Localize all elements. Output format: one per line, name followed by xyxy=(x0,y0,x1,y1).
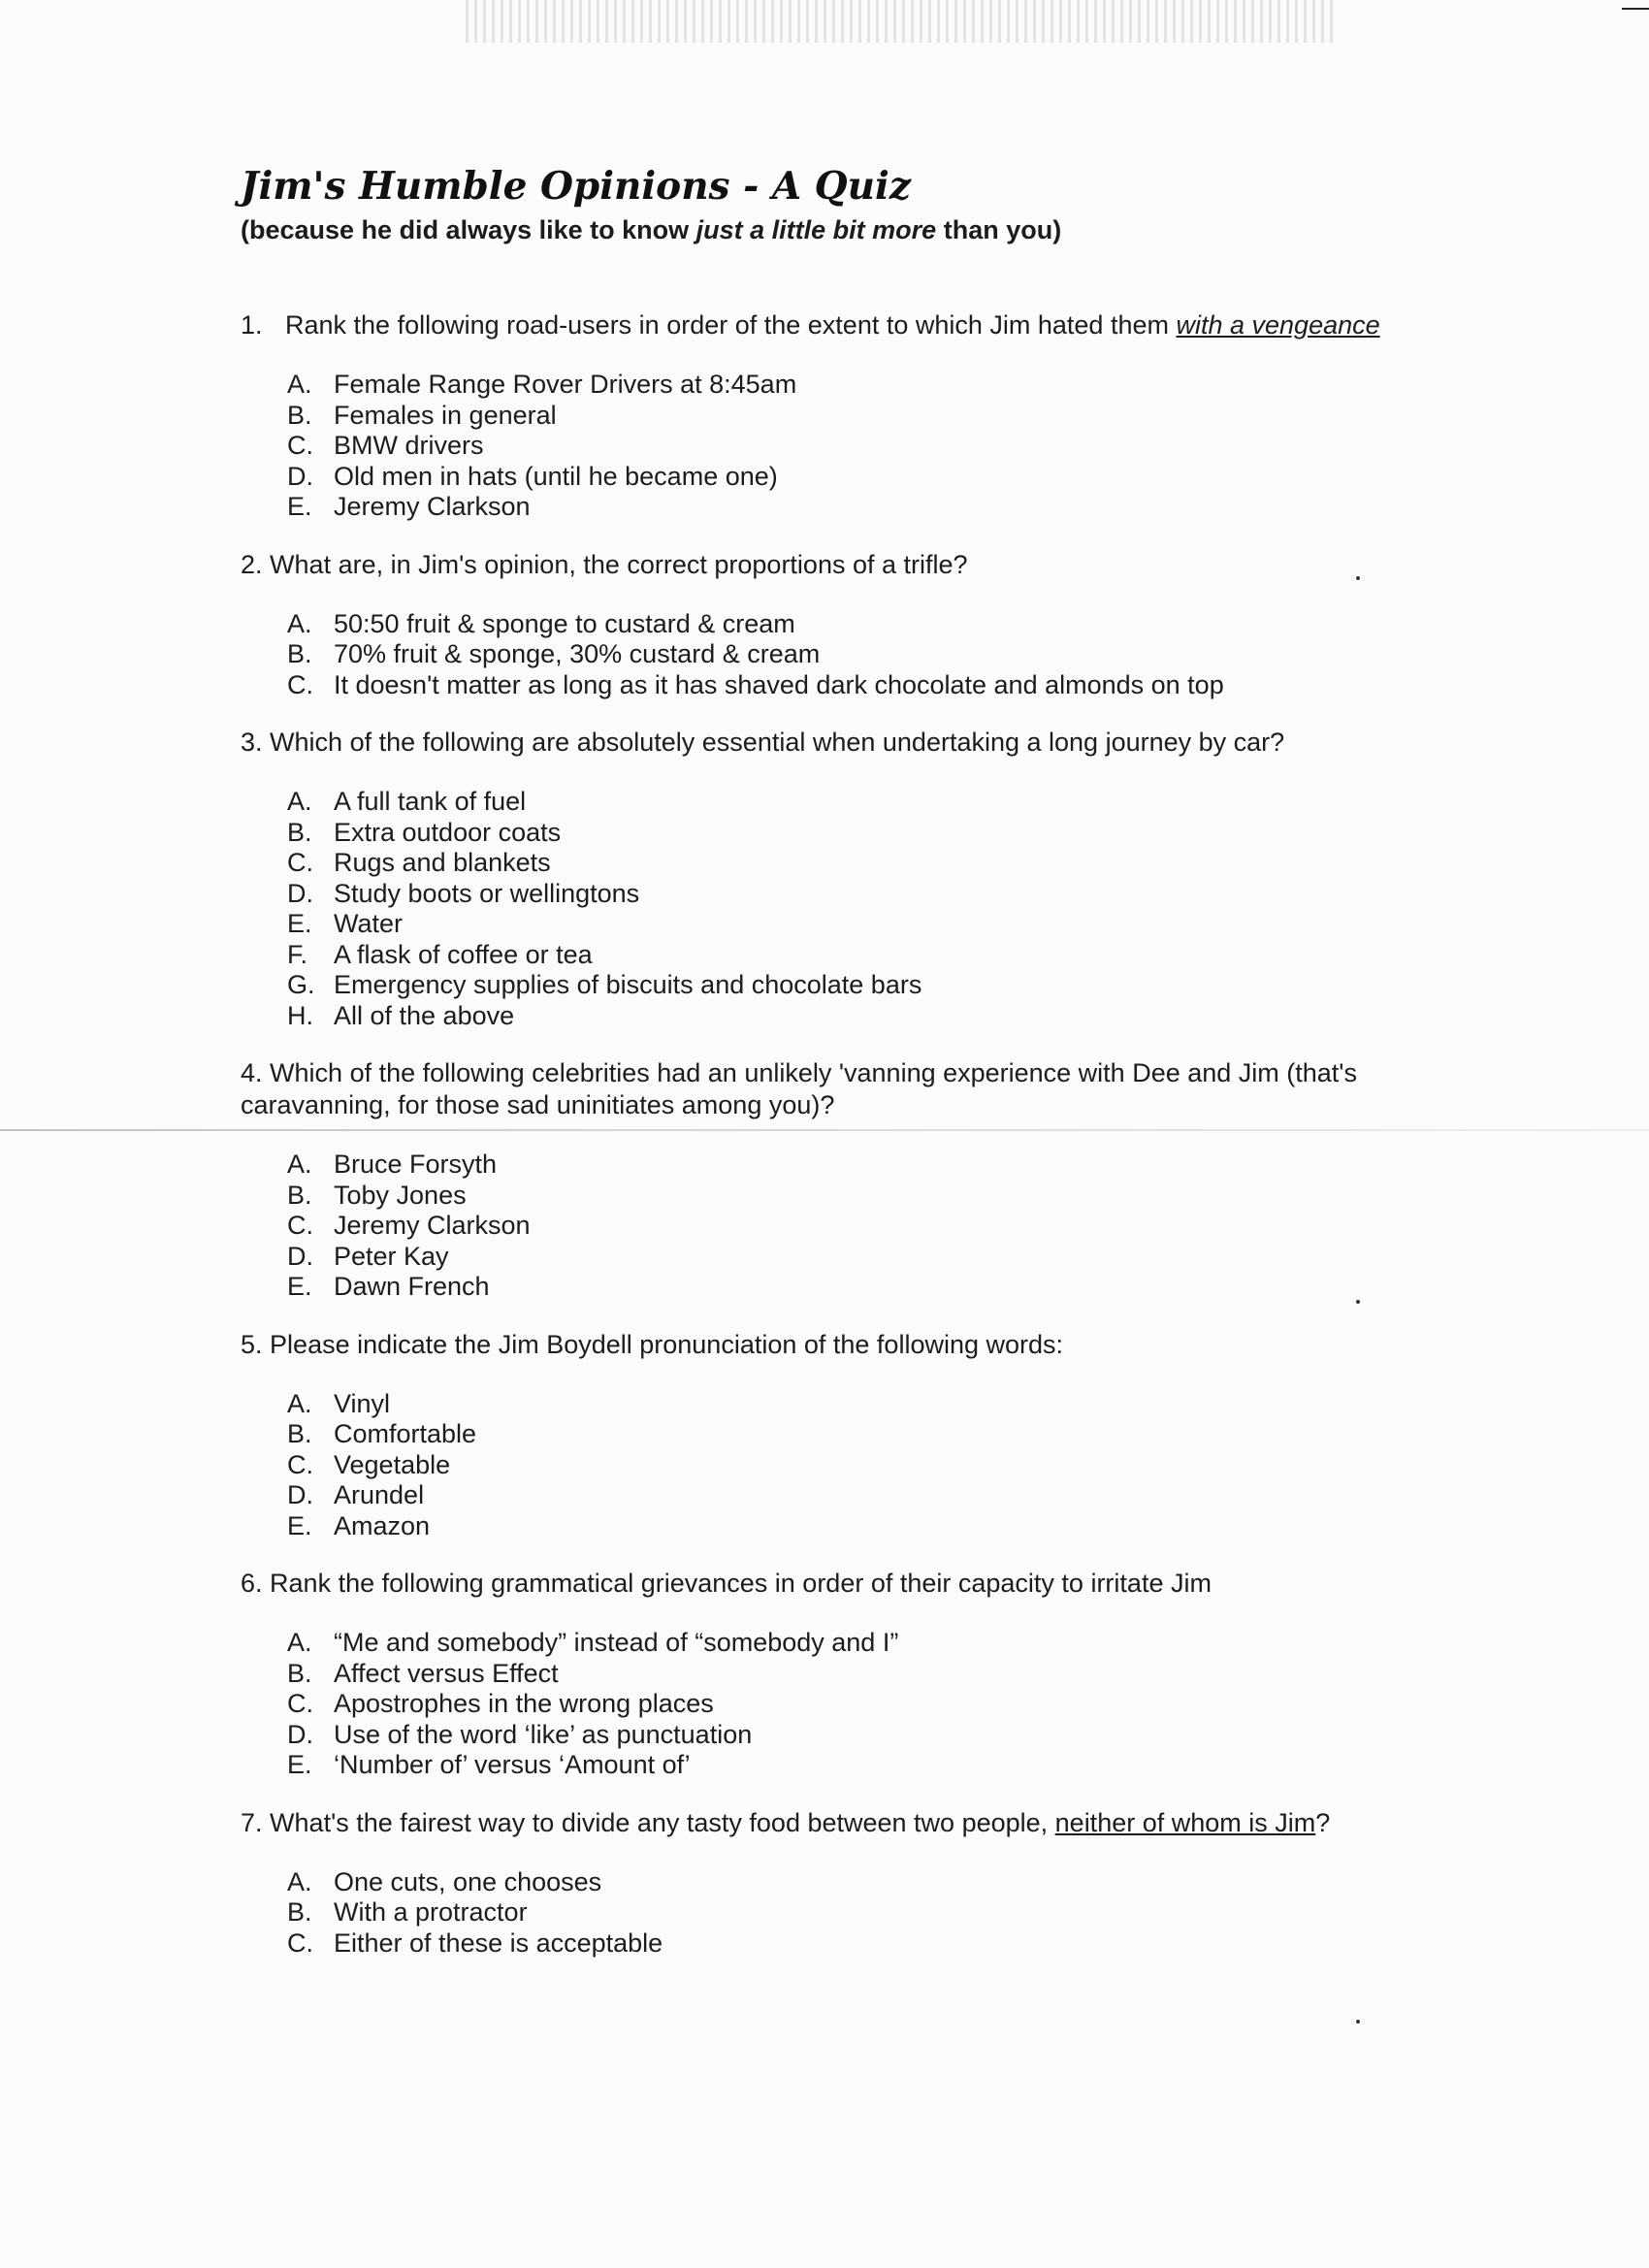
answer-option: C. Vegetable xyxy=(287,1449,451,1479)
answer-option: C. BMW drivers xyxy=(287,431,484,460)
scan-bleed-through xyxy=(466,0,1339,43)
question-text: Rank the following grammatical grievances in order of their capacity to irritate Jim xyxy=(270,1569,1212,1598)
answer-option: D. Study boots or wellingtons xyxy=(287,878,640,908)
question-number: 6. xyxy=(241,1569,263,1598)
answer-options xyxy=(241,370,1385,523)
answer-option: B. With a protractor xyxy=(287,1897,528,1927)
question-2 xyxy=(241,549,1385,581)
quiz-subtitle: (because he did always like to know just a little bit more than you) xyxy=(241,215,1062,244)
question-number: 1. xyxy=(241,310,263,340)
answer-option: A. Female Range Rover Drivers at 8:45am xyxy=(287,370,797,399)
corner-mark xyxy=(1622,8,1649,10)
question-number: 7. xyxy=(241,1807,263,1837)
answer-option: E. Amazon xyxy=(287,1510,431,1540)
question-text: Please indicate the Jim Boydell pronunciation of the following words: xyxy=(270,1329,1064,1359)
answer-option: H. All of the above xyxy=(287,1000,515,1030)
scan-speck xyxy=(1356,2020,1360,2024)
answer-option: C. Either of these is acceptable xyxy=(287,1928,663,1958)
question-text: What's the fairest way to divide any tasty food between two people, neither of whom is Jim? xyxy=(270,1807,1331,1837)
answer-option: C. Apostrophes in the wrong places xyxy=(287,1689,714,1718)
answer-option: C. It doesn't matter as long as it has shaved dark chocolate and almonds on top xyxy=(287,669,1224,699)
answer-option: A. 50:50 fruit & sponge to custard & cream xyxy=(287,608,795,638)
answer-option: E. Jeremy Clarkson xyxy=(287,492,531,521)
question-3 xyxy=(241,727,1385,759)
answer-option: B. Females in general xyxy=(287,400,557,430)
question-4 xyxy=(241,1057,1385,1121)
answer-option: B. Affect versus Effect xyxy=(287,1658,559,1688)
answer-option: D. Use of the word ‘like’ as punctuation xyxy=(287,1719,753,1749)
question-7 xyxy=(241,1807,1385,1839)
question-5 xyxy=(241,1329,1385,1361)
question-text: What are, in Jim's opinion, the correct proportions of a trifle? xyxy=(270,549,968,579)
answer-option: G. Emergency supplies of biscuits and chocolate bars xyxy=(287,970,922,999)
answer-options xyxy=(241,1389,1385,1542)
answer-option: D. Peter Kay xyxy=(287,1241,449,1271)
question-number: 4. xyxy=(241,1058,263,1087)
answer-option: A. A full tank of fuel xyxy=(287,787,527,816)
answer-option: C. Jeremy Clarkson xyxy=(287,1211,531,1240)
question-6 xyxy=(241,1568,1385,1600)
answer-options xyxy=(241,609,1385,701)
answer-option: B. Toby Jones xyxy=(287,1180,467,1210)
question-number: 5. xyxy=(241,1329,263,1359)
question-text: Rank the following road-users in order of the extent to which Jim hated them with a vengeance xyxy=(285,310,1380,340)
answer-option: A. Bruce Forsyth xyxy=(287,1150,498,1179)
question-1 xyxy=(241,309,1385,341)
answer-option: A. One cuts, one chooses xyxy=(287,1866,602,1896)
answer-options xyxy=(241,1867,1385,1960)
answer-option: A. Vinyl xyxy=(287,1388,391,1418)
question-number: 2. xyxy=(241,549,263,579)
answer-option: B. Extra outdoor coats xyxy=(287,817,562,847)
answer-option: D. Old men in hats (until he became one) xyxy=(287,461,778,491)
answer-option: F. A flask of coffee or tea xyxy=(287,939,593,969)
question-text: Which of the following celebrities had an unlikely 'vanning experience with Dee and Jim (that's caravanning, for those sad uninitiates among you)? xyxy=(241,1058,1357,1119)
answer-option: B. Comfortable xyxy=(287,1419,477,1448)
question-text: Which of the following are absolutely essential when undertaking a long journey by car? xyxy=(270,728,1285,757)
answer-option: E. Dawn French xyxy=(287,1272,490,1301)
question-number: 3. xyxy=(241,728,263,757)
quiz-title: Jim's Humble Opinions - A Quiz xyxy=(241,164,911,209)
answer-option: B. 70% fruit & sponge, 30% custard & cream xyxy=(287,639,821,668)
answer-option: C. Rugs and blankets xyxy=(287,848,551,877)
answer-option: E. ‘Number of’ versus ‘Amount of’ xyxy=(287,1750,691,1779)
answer-options xyxy=(241,1628,1385,1781)
answer-options xyxy=(241,787,1385,1031)
answer-option: A. “Me and somebody” instead of “somebody and I” xyxy=(287,1628,899,1657)
answer-options xyxy=(241,1150,1385,1303)
quiz-content xyxy=(241,163,1385,1959)
answer-option: E. Water xyxy=(287,909,404,938)
answer-option: D. Arundel xyxy=(287,1480,425,1509)
